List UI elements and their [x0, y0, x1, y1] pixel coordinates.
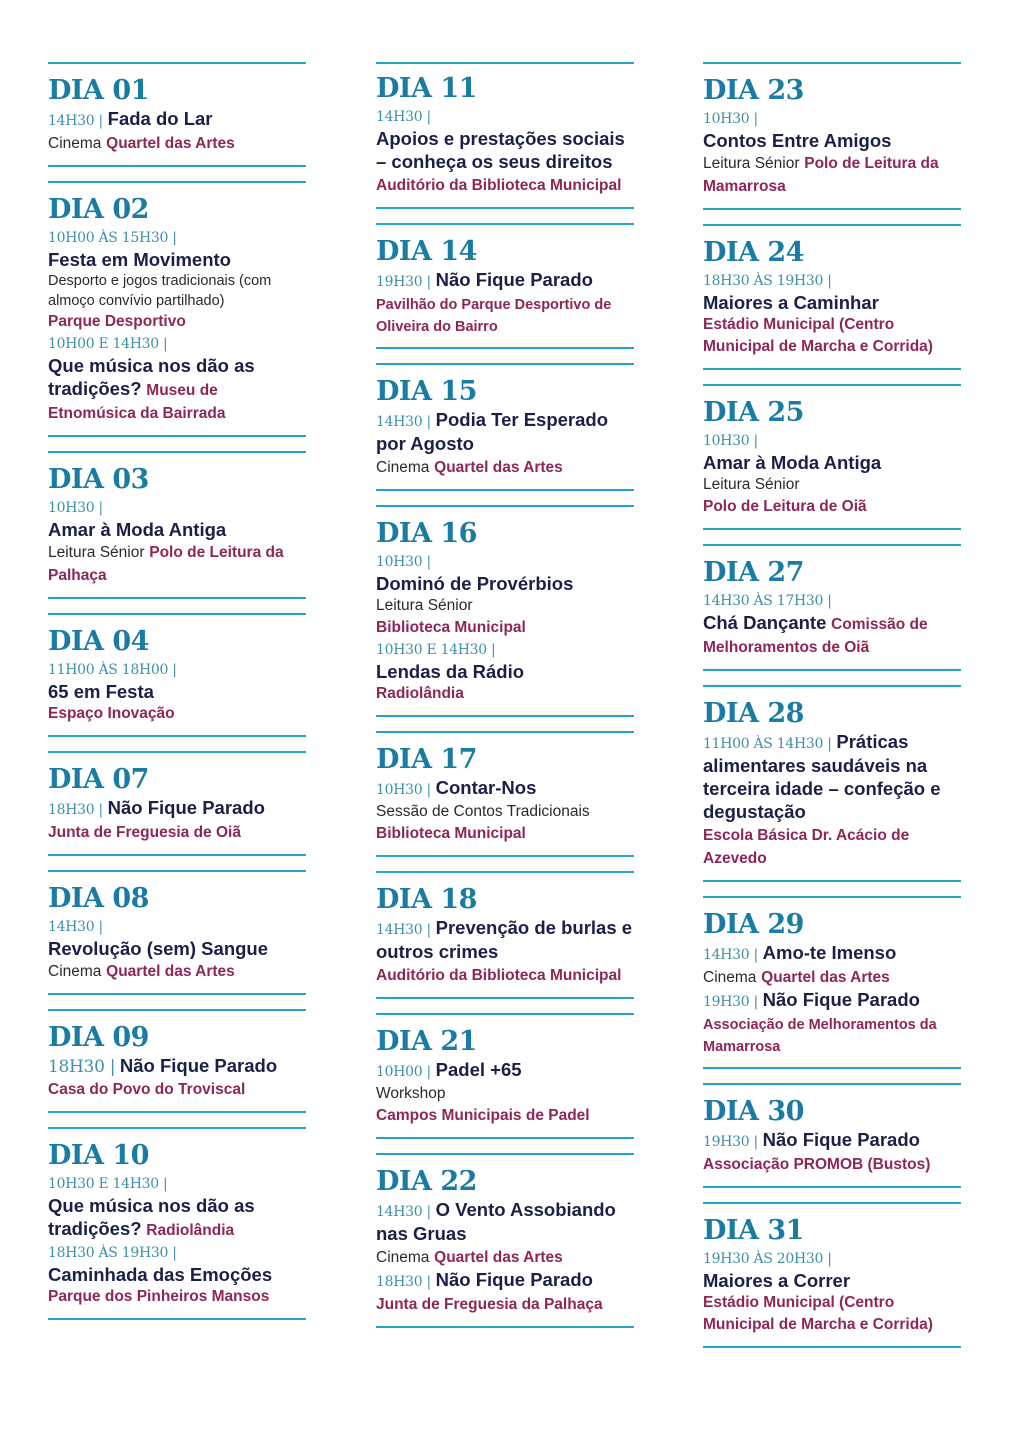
event — [703, 1129, 961, 1176]
event-time: 14H30 | — [48, 113, 103, 129]
event-title: Não Fique Parado — [762, 989, 920, 1010]
event-title: Práticas alimentares saudáveis na terceira idade – confeção e degustação — [703, 731, 941, 822]
day-block — [703, 384, 961, 530]
event-title: Padel +65 — [435, 1059, 522, 1080]
event — [48, 333, 306, 425]
event-title: Que música nos dão as tradições? — [48, 355, 255, 399]
event — [48, 1055, 306, 1101]
day-block — [703, 1083, 961, 1188]
event-time: 19H30 | — [703, 1134, 758, 1150]
event-time: 18H30 ÀS 19H30 | — [703, 273, 832, 289]
event-title: Dominó de Provérbios — [376, 573, 574, 594]
event-title: Que música nos dão as tradições? — [48, 1195, 255, 1239]
day-block — [703, 685, 961, 882]
day-block — [376, 363, 634, 491]
day-title: DIA 21 — [376, 1026, 477, 1057]
event-place: Espaço Inovação — [48, 705, 175, 722]
event — [48, 1242, 306, 1308]
event-title: Contos Entre Amigos — [703, 130, 892, 151]
event-time: 11H00 ÀS 18H00 | — [48, 662, 177, 678]
event-time: 14H30 | — [376, 414, 431, 430]
day-title: DIA 14 — [376, 236, 477, 267]
day-block — [376, 223, 634, 349]
day-block — [703, 896, 961, 1069]
event-place: Parque dos Pinheiros Mansos — [48, 1288, 270, 1305]
event-title: Não Fique Parado — [119, 1055, 278, 1076]
event — [703, 989, 961, 1057]
event — [376, 106, 634, 197]
day-title: DIA 10 — [48, 1140, 149, 1171]
day-title: DIA 02 — [48, 194, 149, 225]
day-title: DIA 27 — [703, 557, 804, 588]
day-title: DIA 18 — [376, 884, 477, 915]
event-title: Lendas da Rádio — [376, 661, 525, 682]
event-place: Biblioteca Municipal — [376, 825, 526, 842]
day-block — [376, 62, 634, 209]
event-place: Campos Municipais de Padel — [376, 1107, 590, 1124]
event-place: Comissão de Melhoramentos de Oiã — [703, 616, 928, 656]
day-title: DIA 08 — [48, 883, 149, 914]
event — [703, 108, 961, 198]
event-title: Festa em Movimento — [48, 249, 231, 270]
event-title: Não Fique Parado — [435, 269, 593, 290]
event-time: 10H30 | — [703, 111, 758, 127]
day-block — [703, 224, 961, 370]
event — [48, 108, 306, 155]
event-place: Polo de Leitura da Palhaça — [48, 544, 284, 584]
day-title: DIA 29 — [703, 909, 804, 940]
event-place: Auditório da Biblioteca Municipal — [376, 967, 622, 984]
event-place: Associação PROMOB (Bustos) — [703, 1156, 931, 1173]
event-time: 10H30 | — [703, 433, 758, 449]
event-time: 14H30 | — [376, 109, 431, 125]
event — [703, 590, 961, 659]
day-block — [48, 613, 306, 737]
day-title: DIA 01 — [48, 75, 149, 106]
event-title: Amar à Moda Antiga — [703, 452, 882, 473]
event-title: O Vento Assobiando nas Gruas — [376, 1199, 616, 1244]
event — [703, 1248, 961, 1336]
event-desc: Workshop — [376, 1085, 446, 1102]
event-title: Não Fique Parado — [435, 1269, 593, 1290]
event — [376, 1059, 634, 1127]
event — [48, 227, 306, 333]
day-title: DIA 24 — [703, 237, 804, 268]
event-place: Biblioteca Municipal — [376, 619, 526, 636]
event-title: Caminhada das Emoções — [48, 1264, 273, 1285]
event-place: Escola Básica Dr. Acácio de Azevedo — [703, 827, 910, 867]
event-time: 14H30 | — [376, 1204, 431, 1220]
event-time: 14H30 | — [48, 919, 103, 935]
day-block — [703, 544, 961, 671]
event-place: Pavilhão do Parque Desportivo de Oliveira do Bairro — [376, 297, 612, 335]
event-place: Associação de Melhoramentos da Mamarrosa — [703, 1017, 937, 1055]
event-time: 19H30 ÀS 20H30 | — [703, 1251, 832, 1267]
event-time: 11H00 ÀS 14H30 | — [703, 736, 832, 752]
day-title: DIA 07 — [48, 764, 149, 795]
event-desc: Sessão de Contos Tradicionais — [376, 803, 590, 820]
event-time: 10H30 | — [376, 782, 431, 798]
event-place: Quartel das Artes — [106, 135, 235, 152]
event-title: Fada do Lar — [107, 108, 213, 129]
event — [376, 917, 634, 987]
event-time: 14H30 | — [376, 922, 431, 938]
event-title: Amo-te Imenso — [762, 942, 897, 963]
day-block — [48, 62, 306, 167]
event-desc: Cinema — [376, 459, 430, 476]
event-place: Casa do Povo do Troviscal — [48, 1081, 246, 1098]
day-title: DIA 31 — [703, 1215, 804, 1246]
event-time: 19H30 | — [703, 994, 758, 1010]
event-desc: Leitura Sénior — [703, 155, 800, 172]
event-time: 10H00 | — [376, 1064, 431, 1080]
event-time: 18H30 | — [376, 1274, 431, 1290]
event — [48, 797, 306, 844]
event-title: Não Fique Parado — [762, 1129, 920, 1150]
day-block — [376, 1013, 634, 1139]
event-title: Maiores a Caminhar — [703, 292, 879, 313]
event-place: Museu de Etnomúsica da Bairrada — [48, 382, 226, 422]
event-place: Quartel das Artes — [761, 969, 890, 986]
event-place: Polo de Leitura de Oiã — [703, 498, 867, 515]
day-block — [376, 505, 634, 717]
event-title: Revolução (sem) Sangue — [48, 938, 269, 959]
day-title: DIA 16 — [376, 518, 477, 549]
day-block — [376, 1153, 634, 1328]
event-time: 10H30 | — [376, 554, 431, 570]
event-desc: Leitura Sénior — [376, 597, 473, 614]
event-desc: Cinema — [703, 969, 757, 986]
event-place: Junta de Freguesia da Palhaça — [376, 1296, 603, 1313]
day-block — [48, 751, 306, 856]
event-title: Podia Ter Esperado por Agosto — [376, 409, 609, 454]
day-title: DIA 03 — [48, 464, 149, 495]
event-place: Quartel das Artes — [434, 1249, 563, 1266]
event — [48, 497, 306, 587]
event-desc: Cinema — [376, 1249, 430, 1266]
event-title: Não Fique Parado — [107, 797, 265, 818]
event — [376, 409, 634, 479]
event-place: Radiolândia — [146, 1222, 235, 1239]
event — [48, 916, 306, 983]
event-place: Radiolândia — [376, 685, 464, 702]
event-title: Prevenção de burlas e outros crimes — [376, 917, 633, 962]
event-desc: Leitura Sénior — [48, 544, 145, 561]
event-place: Quartel das Artes — [106, 963, 235, 980]
day-title: DIA 22 — [376, 1166, 477, 1197]
event — [376, 1199, 634, 1269]
day-title: DIA 28 — [703, 698, 804, 729]
event-title: Amar à Moda Antiga — [48, 519, 227, 540]
day-title: DIA 15 — [376, 376, 477, 407]
event-place: Estádio Municipal (Centro Municipal de Marcha e Corrida) — [703, 316, 933, 355]
day-block — [48, 1127, 306, 1320]
event-desc: Desporto e jogos tradicionais (com almoço convívio partilhado) — [48, 273, 272, 309]
event — [703, 942, 961, 989]
event-desc: Cinema — [48, 135, 102, 152]
event-title: Chá Dançante — [703, 612, 827, 633]
day-title: DIA 09 — [48, 1022, 149, 1053]
day-block — [48, 870, 306, 995]
day-title: DIA 11 — [376, 62, 634, 106]
event — [48, 659, 306, 725]
day-block — [703, 1202, 961, 1348]
event-place: Polo de Leitura da Mamarrosa — [703, 155, 939, 195]
event-time: 14H30 | — [703, 947, 758, 963]
event — [376, 1269, 634, 1316]
event-title: Maiores a Correr — [703, 1270, 851, 1291]
day-block — [48, 451, 306, 599]
day-block — [48, 1009, 306, 1113]
event-place: Junta de Freguesia de Oiã — [48, 824, 241, 841]
event — [376, 639, 634, 705]
schedule-column-3 — [703, 62, 961, 1356]
event-time: 10H30 E 14H30 | — [48, 1176, 168, 1192]
event-time: 18H30 | — [48, 802, 103, 818]
event-time: 10H00 E 14H30 | — [48, 336, 168, 352]
day-title: DIA 17 — [376, 744, 477, 775]
day-block — [703, 62, 961, 210]
day-title: DIA 25 — [703, 397, 804, 428]
day-title: DIA 04 — [48, 626, 149, 657]
event — [376, 269, 634, 337]
event-place: Quartel das Artes — [434, 459, 563, 476]
event — [376, 777, 634, 845]
day-title: DIA 30 — [703, 1096, 804, 1127]
event — [703, 270, 961, 358]
event-title: Contar-Nos — [435, 777, 537, 798]
event-time: 10H00 ÀS 15H30 | — [48, 230, 177, 246]
event-time: 18H30 | — [48, 1057, 116, 1077]
event-place: Parque Desportivo — [48, 313, 186, 330]
schedule-column-1 — [48, 62, 306, 1328]
event-place: Estádio Municipal (Centro Municipal de Marcha e Corrida) — [703, 1294, 933, 1333]
event-desc: Cinema — [48, 963, 102, 980]
event — [48, 1173, 306, 1242]
event-time: 10H30 E 14H30 | — [376, 642, 496, 658]
event-time: 19H30 | — [376, 274, 431, 290]
event-place: Auditório da Biblioteca Municipal — [376, 177, 622, 194]
schedule-column-2 — [376, 62, 634, 1336]
event — [703, 731, 961, 870]
event-title: 65 em Festa — [48, 681, 154, 702]
day-block — [376, 871, 634, 999]
event-time: 14H30 ÀS 17H30 | — [703, 593, 832, 609]
day-title: DIA 23 — [703, 75, 804, 106]
event-time: 10H30 | — [48, 500, 103, 516]
event — [703, 430, 961, 518]
event — [376, 551, 634, 639]
day-block — [376, 731, 634, 857]
event-desc: Leitura Sénior — [703, 476, 800, 493]
event-time: 18H30 ÀS 19H30 | — [48, 1245, 177, 1261]
event-title: Apoios e prestações sociais – conheça os seus direitos — [376, 128, 625, 172]
day-block — [48, 181, 306, 437]
